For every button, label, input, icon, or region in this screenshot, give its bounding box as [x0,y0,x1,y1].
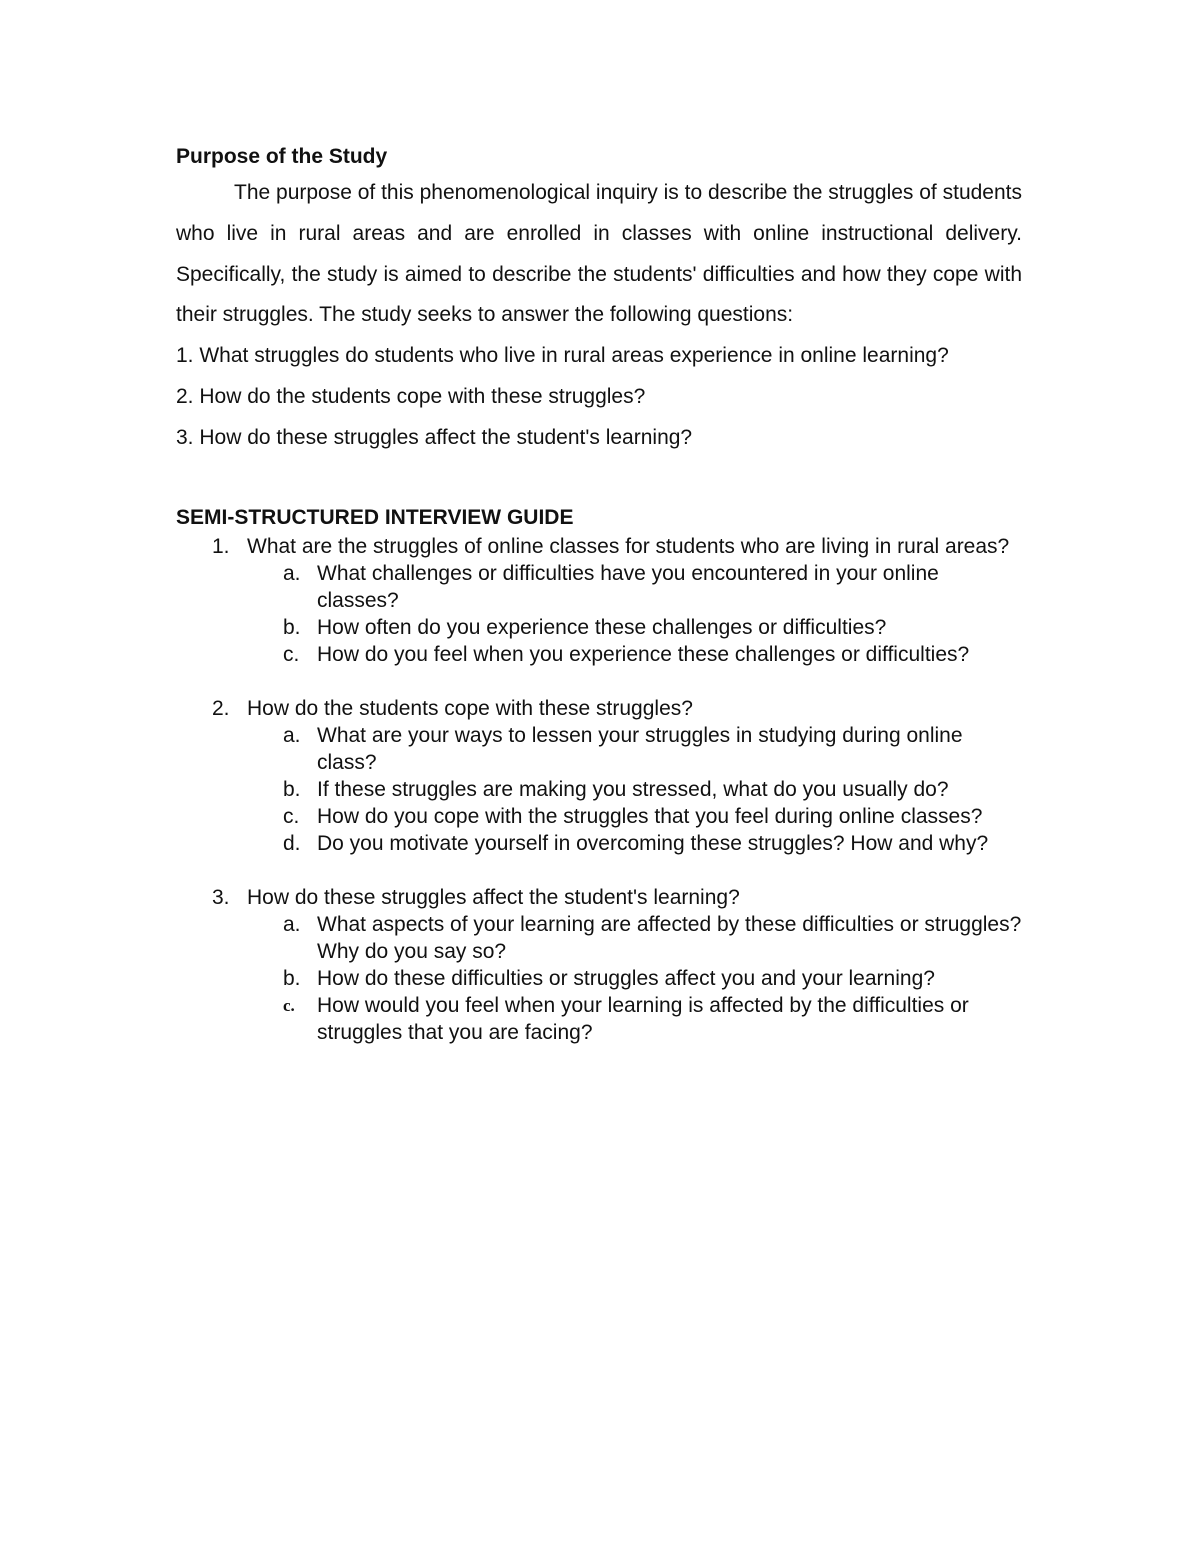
sub-question-text: How do these difficulties or struggles affect you and your learning? [317,966,935,990]
sub-question-letter: c. [283,642,300,666]
sub-question-text: What are your ways to lessen your struggles in studying during online class? [317,723,963,774]
document-content [176,142,1022,1073]
sub-question-text: How would you feel when your learning is affected by the difficulties or struggles that you are facing? [317,993,969,1044]
research-questions [176,336,1022,458]
sub-question [247,830,1022,857]
sub-question [247,803,1022,830]
sub-question-list [247,722,1022,857]
sub-question-text: Do you motivate yourself in overcoming these struggles? How and why? [317,831,989,855]
sub-question-text: What aspects of your learning are affected by these difficulties or struggles? Why do you say so? [317,912,1022,963]
sub-question-text: How do you cope with the struggles that you feel during online classes? [317,804,983,828]
research-question-1: 1. What struggles do students who live in rural areas experience in online learning? [176,344,949,368]
sub-question-text: How do you feel when you experience these challenges or difficulties? [317,642,970,666]
sub-question-letter: b. [283,966,301,990]
guide-question-text: How do these struggles affect the student's learning? [247,885,740,909]
sub-question [247,992,1022,1046]
guide-question-number: 1. [212,534,230,558]
sub-question-letter: c. [283,995,295,1015]
guide-question-1 [176,533,1022,668]
sub-question-letter: c. [283,804,300,828]
purpose-paragraph [176,173,1022,336]
sub-question-text: If these struggles are making you stressed, what do you usually do? [317,777,949,801]
guide-question-text: What are the struggles of online classes for students who are living in rural areas? [247,534,1010,558]
sub-question [247,965,1022,992]
sub-question-letter: d. [283,831,301,855]
interview-guide-list [176,533,1022,1046]
sub-question-text: How often do you experience these challenges or difficulties? [317,615,887,639]
purpose-paragraph-text: The purpose of this phenomenological inquiry is to describe the struggles of students who live in rural areas and are enrolled in classes with online instructional delivery. Specifically, the study is aimed to describe the students' difficulties and how they cope with their struggles. The study seeks to answer the following questions: [176,181,1022,327]
sub-question [247,911,1022,965]
sub-question-letter: a. [283,723,301,747]
sub-question-letter: a. [283,561,301,585]
sub-question [247,560,1022,614]
sub-question-text: What challenges or difficulties have you encountered in your online classes? [317,561,939,612]
guide-question-number: 2. [212,696,230,720]
interview-guide-heading: SEMI-STRUCTURED INTERVIEW GUIDE [176,505,574,529]
guide-question-number: 3. [212,885,230,909]
research-question-3: 3. How do these struggles affect the student's learning? [176,425,693,449]
sub-question-list [247,560,1022,668]
purpose-heading: Purpose of the Study [176,145,388,168]
sub-question [247,641,1022,668]
sub-question [247,776,1022,803]
sub-question-letter: b. [283,615,301,639]
sub-question [247,722,1022,776]
sub-question-letter: a. [283,912,301,936]
guide-question-text: How do the students cope with these struggles? [247,696,693,720]
sub-question [247,614,1022,641]
guide-question-2 [176,695,1022,857]
sub-question-letter: b. [283,777,301,801]
research-question-2: 2. How do the students cope with these struggles? [176,384,646,408]
sub-question-list [247,911,1022,1046]
guide-question-3 [176,884,1022,1046]
